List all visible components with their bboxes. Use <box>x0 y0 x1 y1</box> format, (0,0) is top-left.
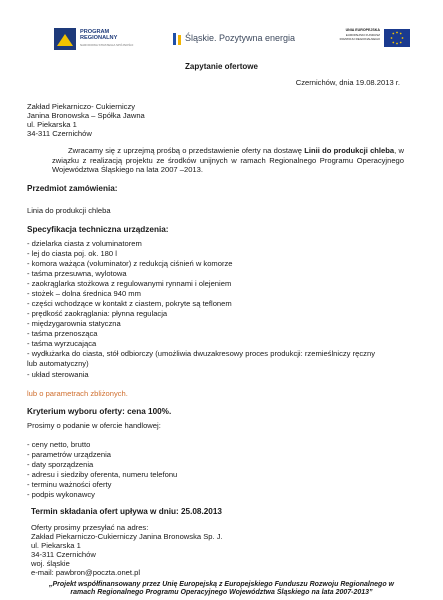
address-line: 34-311 Czernichów <box>27 129 92 138</box>
document-title: Zapytanie ofertowe <box>185 62 258 71</box>
request-item: - terminu ważności oferty <box>27 480 112 489</box>
send-address-line: Zakład Piekarniczo-Cukierniczy Janina Bronowska Sp. J. <box>31 532 223 541</box>
send-address-line: woj. śląskie <box>31 559 70 568</box>
address-line: Zakład Piekarniczo- Cukierniczy <box>27 102 136 111</box>
spec-item: - komora ważąca (voluminator) z redukcją ciśnień w komorze <box>27 259 233 268</box>
program-regionalny-emblem-icon <box>54 28 76 50</box>
criterion-heading: Kryterium wyboru oferty: cena 100%. <box>27 407 172 416</box>
eu-logo <box>322 26 410 54</box>
request-item: - parametrów urządzenia <box>27 450 111 459</box>
program-logo-line1: PROGRAM <box>80 29 110 35</box>
intro-paragraph <box>52 146 404 175</box>
send-address-line: ul. Piekarska 1 <box>31 541 81 550</box>
spec-item: - stożek – dolna średnica 940 mm <box>27 289 141 298</box>
spec-item: - dzielarka ciasta z voluminatorem <box>27 239 142 248</box>
eu-logo-line3: ROZWOJU REGIONALNEGO <box>339 37 380 41</box>
eu-logo-line2: EUROPEJSKI FUNDUSZ <box>345 33 380 37</box>
request-item: - daty sporządzenia <box>27 460 94 469</box>
parameter-note: lub o parametrach zbliżonych. <box>27 389 128 398</box>
intro-product: Linii do produkcji chleba <box>304 146 395 155</box>
program-logo-line2: REGIONALNY <box>80 35 118 41</box>
spec-item: - układ sterowania <box>27 370 89 379</box>
deadline-heading: Termin składania ofert upływa w dniu: 25.08.2013 <box>31 507 222 516</box>
intro-text-end: , w związku z realizacją projektu ze środków unijnych w ramach Regionalnego Programu Operacyjnego Województwa Śląskiego na lata 2007 –2013. <box>52 146 404 175</box>
funding-footer: „Projekt współfinansowany przez Unię Europejską z Europejskiego Funduszu Rozwoju Regionalnego w ramach Regionalnego Programu Operacyjnego Województwa Śląskiego na lata 2007-2013” <box>49 580 394 597</box>
send-email: e-mail: pawbron@poczta.onet.pl <box>31 568 141 577</box>
send-address-line: 34-311 Czernichów <box>31 550 96 559</box>
program-logo-line3: NARODOWA STRATEGIA SPÓJNOŚCI <box>80 43 134 47</box>
request-intro: Prosimy o podanie w ofercie handlowej: <box>27 421 161 430</box>
subject-heading: Przedmiot zamówienia: <box>27 184 118 193</box>
slaskie-mark-icon <box>172 32 182 46</box>
spec-item: - taśma przesuwna, wylotowa <box>27 269 127 278</box>
spec-item: - części wchodzące w kontakt z ciastem, pokryte są teflonem <box>27 299 232 308</box>
address-line: ul. Piekarska 1 <box>27 120 77 129</box>
program-regionalny-logo <box>54 26 154 54</box>
send-address-line: Oferty prosimy przesyłać na adres: <box>31 523 149 532</box>
logo-bar <box>54 26 409 56</box>
spec-item: - prędkość zaokrąglania: płynna regulacja <box>27 309 168 318</box>
spec-item: - zaokrąglarka stożkowa z regulowanymi rynnami i olejeniem <box>27 279 232 288</box>
eu-flag-icon <box>384 29 410 47</box>
spec-item: - międzygarownia statyczna <box>27 319 121 328</box>
spec-item: - taśma przenosząca <box>27 329 98 338</box>
intro-text: Zwracamy się z uprzejmą prośbą o przedstawienie oferty na dostawę <box>68 146 305 155</box>
spec-item: - lej do ciasta poj. ok. 180 l <box>27 249 117 258</box>
address-line: Janina Bronowska – Spółka Jawna <box>27 111 145 120</box>
spec-item-long: - wydłużarka do ciasta, stół odbiorczy (umożliwia dwuzakresowy proces produkcji: rzemieślniczy ręczny lub automatyczny) <box>27 349 375 368</box>
spec-item: - taśma wyrzucająca <box>27 339 97 348</box>
spec-heading: Specyfikacja techniczna urządzenia: <box>27 225 169 234</box>
request-item: - adresu i siedziby oferenta, numeru telefonu <box>27 470 178 479</box>
request-item: - podpis wykonawcy <box>27 490 95 499</box>
document-date: Czernichów, dnia 19.08.2013 r. <box>295 78 400 87</box>
slaskie-logo-text: Śląskie. Pozytywna energia <box>185 33 296 43</box>
request-item: - ceny netto, brutto <box>27 440 91 449</box>
eu-logo-line1: UNIA EUROPEJSKA <box>345 28 380 32</box>
subject-text: Linia do produkcji chleba <box>27 206 111 215</box>
